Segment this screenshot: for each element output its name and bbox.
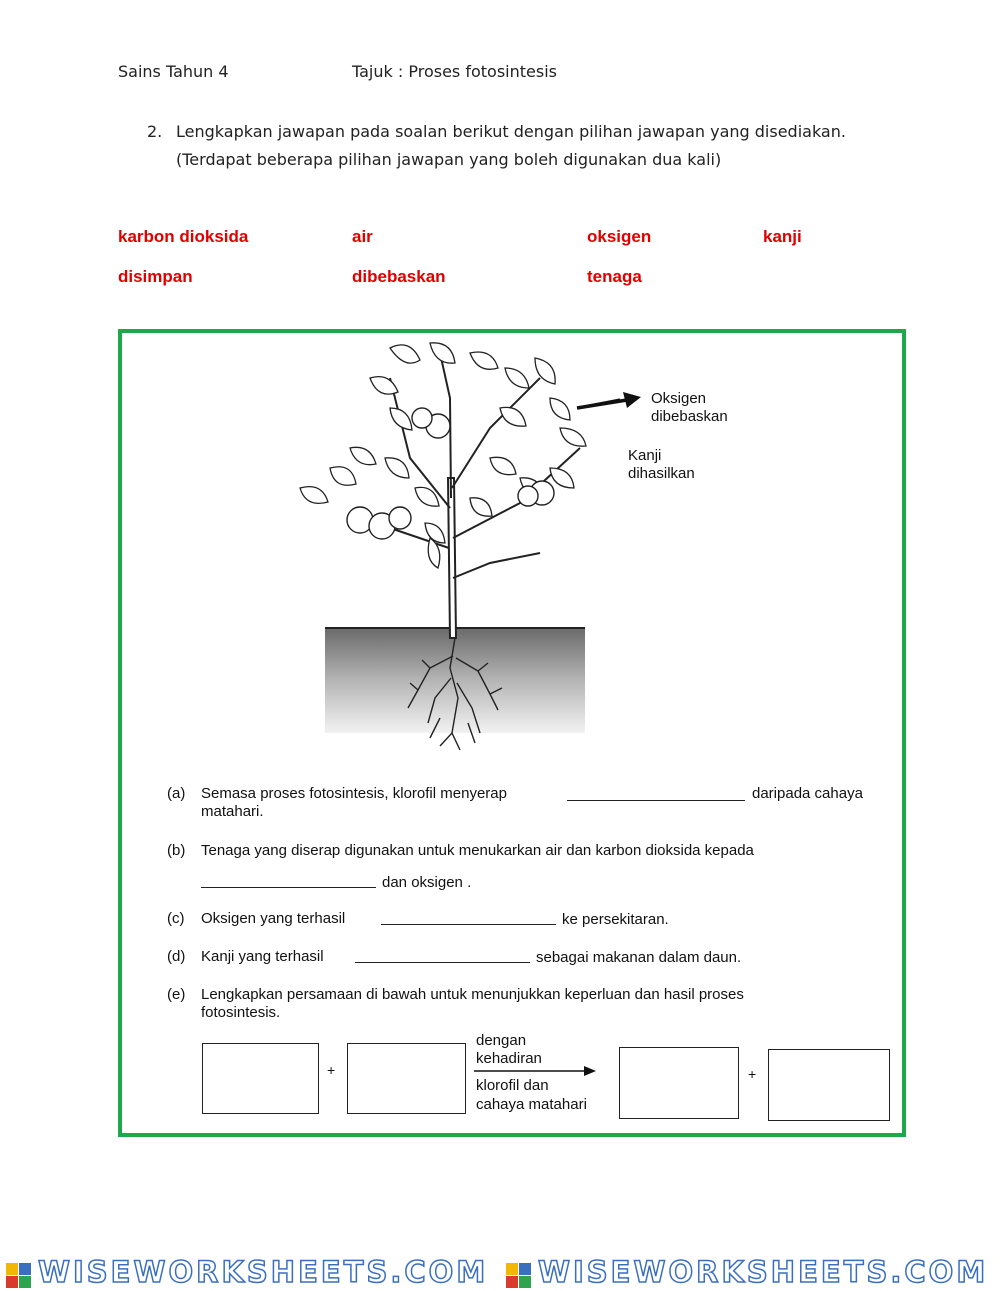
word-option[interactable]: disimpan [118,267,193,286]
question-e-line2: fotosintesis. [201,1004,281,1021]
label-oxygen: Oksigen [651,390,707,407]
word-option[interactable]: air [352,227,373,246]
label-oxygen-released: dibebaskan [651,408,728,425]
subject-label: Sains Tahun 4 [118,62,229,81]
word-option[interactable]: oksigen [587,227,652,246]
equation-box-output-2[interactable] [768,1049,890,1121]
question-b-text: Tenaga yang diserap digunakan untuk menukarkan air dan karbon dioksida kepada [201,842,754,859]
question-a-after: daripada cahaya [752,785,863,802]
word-option[interactable]: karbon dioksida [118,227,249,246]
arrow-label-top-2: kehadiran [476,1050,542,1067]
question-a-line2: matahari. [201,803,264,820]
label-starch: Kanji [628,447,662,464]
equation-box-input-1[interactable] [202,1043,319,1114]
word-option[interactable]: dibebaskan [352,267,446,286]
question-number: 2. [147,122,163,141]
plus-sign: + [748,1066,757,1082]
question-c-after: ke persekitaran. [562,911,669,928]
footer-watermark [0,1253,1000,1291]
plant-illustration [290,338,620,758]
plus-sign: + [327,1062,336,1078]
instruction-line-1: Lengkapkan jawapan pada soalan berikut dengan pilihan jawapan yang disediakan. [176,122,846,141]
question-e-text: Lengkapkan persamaan di bawah untuk menunjukkan keperluan dan hasil proses [201,986,744,1003]
arrow-right-icon [575,388,645,418]
arrow-label-top-1: dengan [476,1032,527,1049]
wiseworksheets-logo [6,1263,32,1289]
label-starch-produced: dihasilkan [628,465,695,482]
question-c-letter: (c) [167,910,185,927]
answer-blank-c[interactable] [381,910,556,925]
equation-box-input-2[interactable] [347,1043,466,1114]
topic-label: Tajuk : Proses fotosintesis [352,62,557,81]
answer-blank-d[interactable] [355,948,530,963]
arrow-label-bottom-2: cahaya matahari [476,1096,587,1113]
arrow-label-bottom-1: klorofil dan [476,1077,549,1094]
question-d-text: Kanji yang terhasil [201,948,324,965]
wiseworksheets-logo [506,1263,532,1289]
answer-blank-a[interactable] [567,786,745,801]
word-option[interactable]: tenaga [587,267,642,286]
answer-blank-b[interactable] [201,873,376,888]
question-a-letter: (a) [167,785,186,802]
instruction-line-2: (Terdapat beberapa pilihan jawapan yang boleh digunakan dua kali) [176,150,722,169]
question-e-letter: (e) [167,986,186,1003]
question-c-text: Oksigen yang terhasil [201,910,346,927]
question-d-after: sebagai makanan dalam daun. [536,949,742,966]
question-b-letter: (b) [167,842,186,859]
footer-brand-text: WISEWORKSHEETS.COM [38,1255,489,1289]
leaves [300,343,586,568]
question-d-letter: (d) [167,948,186,965]
word-option[interactable]: kanji [763,227,802,246]
footer-brand-text: WISEWORKSHEETS.COM [538,1255,989,1289]
question-b-after: dan oksigen . [382,874,472,891]
equation-box-output-1[interactable] [619,1047,739,1119]
question-a-text: Semasa proses fotosintesis, klorofil menyerap [201,785,507,802]
